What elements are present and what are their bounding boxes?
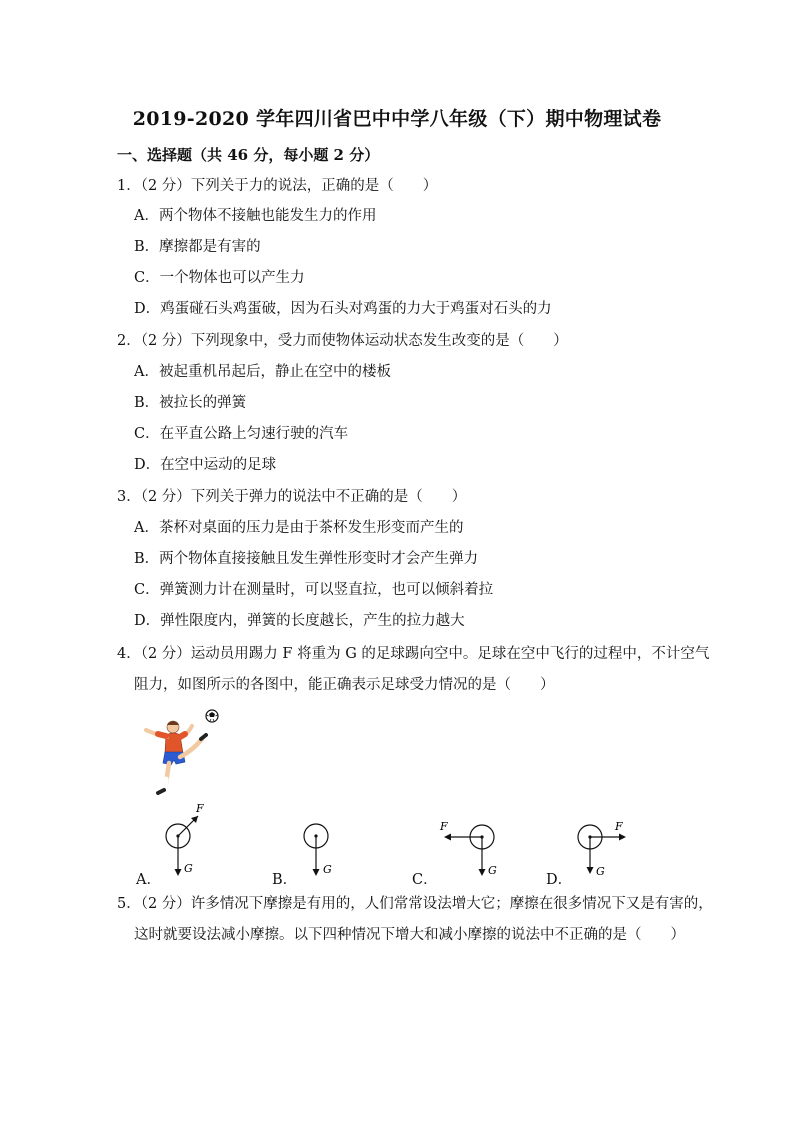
diagram-b-label: B． xyxy=(272,872,298,888)
diagram-a-label: A． xyxy=(136,872,161,888)
question-5-stem-continued: 这时就要设法减小摩擦。以下四种情况下增大和减小摩擦的说法中不正确的是（ ） xyxy=(134,927,685,943)
soccer-player-illustration xyxy=(140,705,225,800)
diagram-d xyxy=(572,815,642,880)
question-5-stem: 5．（2 分）许多情况下摩擦是有用的，人们常常设法增大它；摩擦在很多情况下又是有害的， xyxy=(117,896,713,912)
question-2-stem: 2．（2 分）下列现象中，受力而使物体运动状态发生改变的是（ ） xyxy=(117,333,568,349)
question-2-option-d: D．在空中运动的足球 xyxy=(134,457,277,473)
question-1-option-b: B．摩擦都是有害的 xyxy=(134,239,261,255)
label-g: G xyxy=(184,862,193,875)
question-4-stem: 4．（2 分）运动员用踢力 F 将重为 G 的足球踢向空中。足球在空中飞行的过程中，不计空气 xyxy=(117,646,710,662)
question-1-option-a: A．两个物体不接触也能发生力的作用 xyxy=(134,208,377,224)
label-f: F xyxy=(196,802,204,815)
question-4-stem-continued: 阻力，如图所示的各图中，能正确表示足球受力情况的是（ ） xyxy=(134,677,555,693)
diagram-c xyxy=(436,815,506,880)
question-3-stem: 3．（2 分）下列关于弹力的说法中不正确的是（ ） xyxy=(117,489,467,505)
diagram-a xyxy=(158,800,218,882)
question-3-option-a: A．茶杯对桌面的压力是由于茶杯发生形变而产生的 xyxy=(134,520,464,536)
question-2-option-b: B．被拉长的弹簧 xyxy=(134,395,247,411)
question-2-option-a: A．被起重机吊起后，静止在空中的楼板 xyxy=(134,364,391,380)
soccer-ball-icon xyxy=(206,710,218,722)
exam-title: 2019-2020 学年四川省巴中中学八年级（下）期中物理试卷 xyxy=(132,108,662,130)
label-f: F xyxy=(615,820,623,833)
label-g: G xyxy=(488,864,497,877)
question-1-option-d: D．鸡蛋碰石头鸡蛋破，因为石头对鸡蛋的力大于鸡蛋对石头的力 xyxy=(134,301,552,317)
label-f: F xyxy=(440,820,448,833)
question-3-option-d: D．弹性限度内，弹簧的长度越长，产生的拉力越大 xyxy=(134,613,465,629)
question-1-option-c: C．一个物体也可以产生力 xyxy=(134,270,305,286)
diagram-b xyxy=(296,815,346,880)
diagram-d-label: D． xyxy=(546,872,573,888)
question-1-stem: 1．（2 分）下列关于力的说法，正确的是（ ） xyxy=(117,178,438,194)
question-3-option-c: C．弹簧测力计在测量时，可以竖直拉，也可以倾斜着拉 xyxy=(134,582,494,598)
diagram-c-label: C． xyxy=(412,872,438,888)
label-g: G xyxy=(596,865,605,878)
question-2-option-c: C．在平直公路上匀速行驶的汽车 xyxy=(134,426,349,442)
section-heading: 一、选择题（共 46 分，每小题 2 分） xyxy=(117,146,380,164)
label-g: G xyxy=(323,863,332,876)
question-3-option-b: B．两个物体直接接触且发生弹性形变时才会产生弹力 xyxy=(134,551,479,567)
